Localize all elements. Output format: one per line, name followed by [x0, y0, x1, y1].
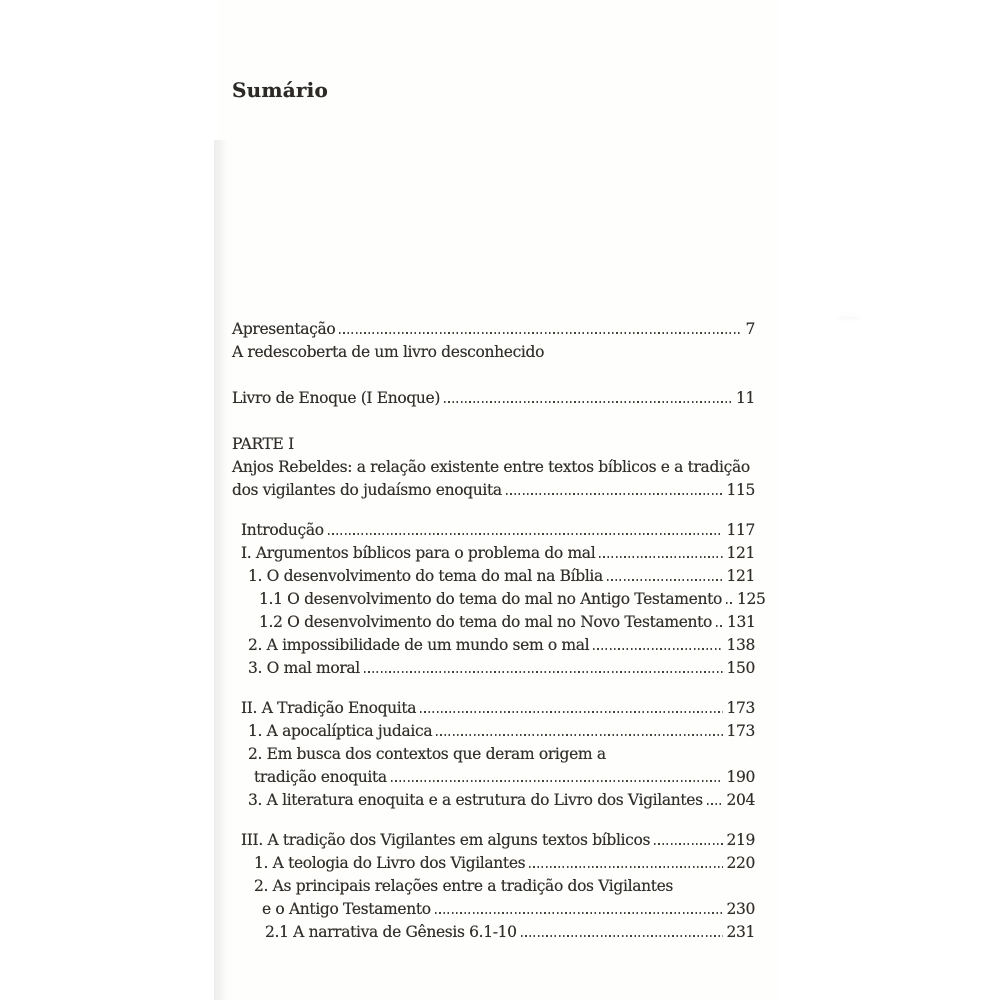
table-of-contents: [232, 318, 766, 944]
toc-entry-page: 115: [726, 481, 755, 499]
toc-entry: [232, 479, 755, 502]
toc-entry-title: e o Antigo Testamento: [262, 900, 431, 918]
dot-leader: [506, 493, 724, 495]
toc-entry-page: 219: [726, 831, 755, 849]
toc-entry: [232, 341, 755, 364]
toc-entry: [232, 898, 755, 921]
dot-leader: [391, 780, 724, 782]
dot-leader: [707, 803, 724, 805]
toc-entry-title: 3. A literatura enoquita e a estrutura do Livro dos Vigilantes: [248, 791, 703, 809]
dot-leader: [328, 533, 724, 535]
toc-entry-page: 204: [726, 791, 755, 809]
toc-entry: [232, 519, 755, 542]
toc-entry: [232, 565, 755, 588]
toc-entry-page: 121: [726, 567, 755, 585]
toc-entry: [232, 743, 755, 766]
toc-entry: [232, 387, 755, 410]
book-page: [218, 0, 778, 1000]
toc-entry-page: 117: [726, 521, 755, 539]
toc-entry-page: 173: [726, 722, 755, 740]
toc-entry-page: 7: [745, 320, 755, 338]
toc-entry-title: 3. O mal moral: [248, 659, 360, 677]
toc-entry: [232, 588, 766, 611]
toc-entry-page: 190: [726, 768, 755, 786]
dot-leader: [521, 935, 724, 937]
scan-artifact: [838, 316, 860, 320]
dot-leader: [364, 671, 724, 673]
dot-leader: [435, 912, 724, 914]
toc-entry-title: Apresentação: [232, 320, 336, 338]
toc-entry: [232, 875, 755, 898]
toc-entry: [232, 433, 755, 456]
toc-entry: [232, 611, 755, 634]
toc-entry-title: 2. A impossibilidade de um mundo sem o mal: [248, 636, 590, 654]
toc-entry-title: 1. A teologia do Livro dos Vigilantes: [254, 854, 526, 872]
toc-entry-title: 1.1 O desenvolvimento do tema do mal no Antigo Testamento: [259, 590, 722, 608]
toc-entry-title: Introdução: [241, 521, 324, 539]
dot-leader: [444, 401, 733, 403]
toc-entry-page: 230: [726, 900, 755, 918]
toc-entry: [232, 789, 755, 812]
toc-entry: [232, 766, 755, 789]
dot-leader: [529, 866, 723, 868]
dot-leader: [607, 579, 724, 581]
dot-leader: [654, 843, 723, 845]
toc-entry-title: dos vigilantes do judaísmo enoquita: [232, 481, 502, 499]
toc-entry-title: 2. Em busca dos contextos que deram origem a: [248, 745, 606, 763]
toc-entry-page: 173: [726, 699, 755, 717]
dot-leader: [436, 734, 723, 736]
toc-entry: [232, 318, 755, 341]
toc-entry: [232, 542, 755, 565]
toc-entry-title: Livro de Enoque (I Enoque): [232, 389, 441, 407]
dot-leader: [599, 556, 723, 558]
toc-entry: [232, 852, 755, 875]
page-title: Sumário: [232, 78, 328, 102]
toc-entry: [232, 634, 755, 657]
toc-entry-page: 11: [735, 389, 755, 407]
toc-entry-page: 125: [736, 590, 766, 608]
dot-leader: [726, 602, 734, 604]
toc-entry-title: Anjos Rebeldes: a relação existente entre textos bíblicos e a tradição: [232, 458, 750, 476]
toc-entry: [232, 657, 755, 680]
toc-entry: [232, 921, 755, 944]
toc-entry-title: 1. A apocalíptica judaica: [248, 722, 433, 740]
toc-entry-title: 1. O desenvolvimento do tema do mal na Bíblia: [248, 567, 603, 585]
toc-entry-title: II. A Tradição Enoquita: [241, 699, 417, 717]
toc-entry-title: PARTE I: [232, 435, 294, 453]
toc-entry-page: 121: [726, 544, 755, 562]
toc-entry-title: I. Argumentos bíblicos para o problema do mal: [241, 544, 596, 562]
toc-entry: [232, 456, 755, 479]
dot-leader: [593, 648, 723, 650]
toc-entry-title: tradição enoquita: [254, 768, 387, 786]
toc-entry: [232, 697, 755, 720]
dot-leader: [339, 332, 742, 334]
toc-entry: [232, 829, 755, 852]
toc-entry-page: 131: [727, 613, 756, 631]
toc-entry: [232, 720, 755, 743]
toc-entry-title: III. A tradição dos Vigilantes em alguns textos bíblicos: [241, 831, 651, 849]
toc-entry-page: 150: [726, 659, 755, 677]
toc-entry-title: 1.2 O desenvolvimento do tema do mal no Novo Testamento: [259, 613, 713, 631]
toc-entry-title: 2. As principais relações entre a tradição dos Vigilantes: [254, 877, 674, 895]
toc-entry-title: A redescoberta de um livro desconhecido: [232, 343, 545, 361]
toc-entry-page: 231: [726, 923, 755, 941]
toc-entry-title: 2.1 A narrativa de Gênesis 6.1-10: [265, 923, 517, 941]
dot-leader: [420, 711, 723, 713]
toc-entry-page: 138: [726, 636, 755, 654]
dot-leader: [716, 625, 724, 627]
toc-entry-page: 220: [726, 854, 755, 872]
